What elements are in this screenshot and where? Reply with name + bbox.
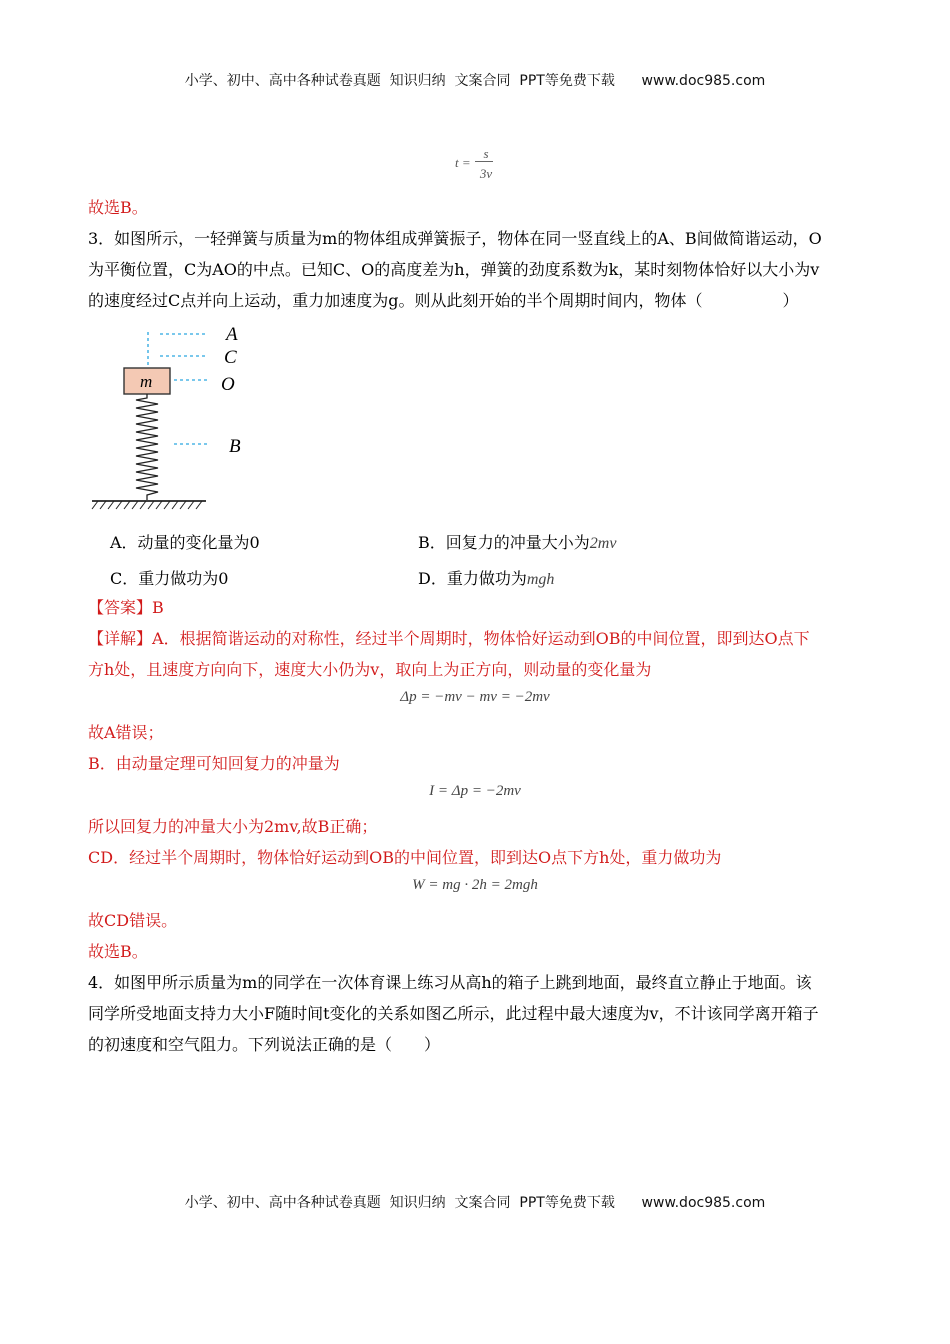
detail-label: 【详解】 <box>88 629 153 648</box>
b-explain: B．由动量定理可知回复力的冲量为 <box>88 754 340 773</box>
detail-text1: A．根据简谐运动的对称性，经过半个周期时，物体恰好运动到OB的中间位置，即到达O点下 <box>152 629 810 648</box>
equation-work: W = mg · 2h = 2mgh <box>412 877 538 893</box>
option-d-math: mgh <box>526 571 555 588</box>
cd-wrong: 故CD错误。 <box>88 911 178 930</box>
q4-line2: 同学所受地面支持力大小F随时间t变化的关系如图乙所示，此过程中最大速度为v，不计该同学离开箱子 <box>88 1004 819 1023</box>
mass-label: m <box>140 372 153 391</box>
equation-momentum: Δp = −mv − mv = −2mv <box>400 689 550 705</box>
label-c: C <box>224 347 237 368</box>
a-wrong: 故A错误； <box>88 723 164 742</box>
cd-explain: CD．经过半个周期时，物体恰好运动到OB的中间位置，即到达O点下方h处，重力做功为 <box>88 848 722 867</box>
formula-lhs: t = <box>455 155 471 170</box>
q4-line1: 4．如图甲所示质量为m的同学在一次体育课上练习从高h的箱子上跳到地面，最终直立静止于地面。该 <box>88 973 812 992</box>
detail-line2: 方h处，且速度方向向下，速度大小仍为v，取向上为正方向，则动量的变化量为 <box>88 660 652 679</box>
formula-denominator: 3v <box>479 166 493 181</box>
final-answer: 故选B。 <box>88 942 148 961</box>
q3-line2: 为平衡位置，C为AO的中点。已知C、O的高度差为h，弹簧的劲度系数为k，某时刻物体恰好以大小为v <box>88 260 820 279</box>
prev-answer: 故选B。 <box>88 198 148 217</box>
option-b-math: 2mv <box>589 535 617 552</box>
answer-label: 【答案】B <box>88 598 164 617</box>
option-c: C．重力做功为0 <box>110 569 229 588</box>
q3-line3: 的速度经过C点并向上运动，重力加速度为g。则从此刻开始的半个周期时间内，物体（ ） <box>88 291 799 310</box>
label-a: A <box>226 324 238 345</box>
q4-line3: 的初速度和空气阻力。下列说法正确的是（ ） <box>88 1035 441 1054</box>
page-header: 小学、初中、高中各种试卷真题 知识归纳 文案合同 PPT等免费下载 www.doc985.com <box>184 73 766 89</box>
option-d-text: D．重力做功为 <box>418 569 527 588</box>
option-b <box>418 530 616 553</box>
fraction-bar <box>475 161 493 162</box>
page-footer: 小学、初中、高中各种试卷真题 知识归纳 文案合同 PPT等免费下载 www.doc985.com <box>184 1195 766 1211</box>
equation-impulse: I = Δp = −2mv <box>429 783 521 799</box>
ground-hatching <box>92 501 202 509</box>
option-b-text: B．回复力的冲量大小为 <box>418 533 590 552</box>
option-a: A．动量的变化量为0 <box>110 533 260 552</box>
label-o: O <box>221 374 235 395</box>
detail-line1 <box>88 629 810 649</box>
label-b: B <box>229 436 241 457</box>
q3-line1: 3．如图所示，一轻弹簧与质量为m的物体组成弹簧振子，物体在同一竖直线上的A、B间做简谐运动，O <box>88 229 822 248</box>
option-d <box>418 566 554 589</box>
spring-oscillator-figure <box>88 320 268 520</box>
formula-numerator: s <box>483 146 489 161</box>
top-formula <box>455 146 499 182</box>
spring <box>136 394 158 500</box>
b-correct: 所以回复力的冲量大小为2mv,故B正确； <box>88 817 378 836</box>
